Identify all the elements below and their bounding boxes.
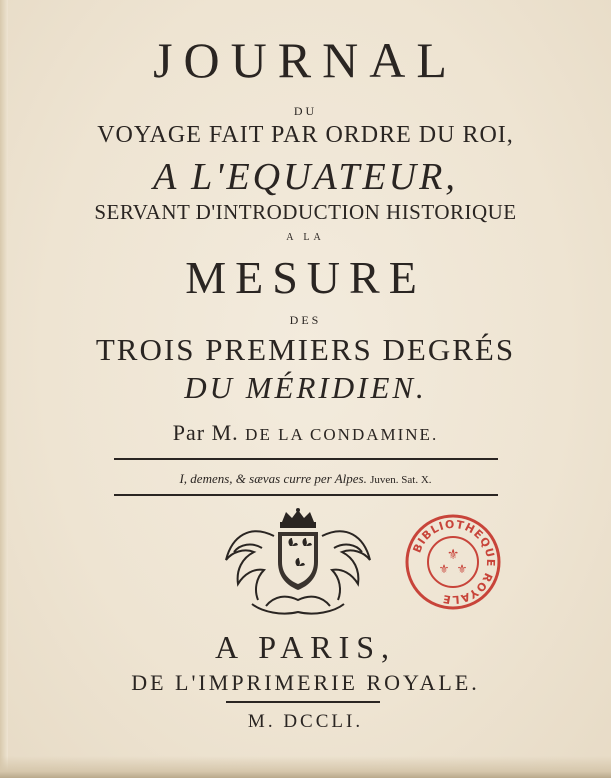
page-edge-bottom bbox=[0, 756, 611, 778]
author-par: Par M. bbox=[172, 420, 239, 445]
subtitle-voyage: VOYAGE FAIT PAR ORDRE DU ROI, bbox=[97, 122, 514, 148]
subtitle-equateur: A L'EQUATEUR, bbox=[153, 156, 458, 198]
svg-text:⚜: ⚜ bbox=[438, 562, 450, 576]
subtitle-a-la: A LA bbox=[286, 232, 325, 243]
book-title: JOURNAL bbox=[153, 32, 458, 88]
subtitle-meridien: DU MÉRIDIEN. bbox=[184, 370, 427, 405]
epigraph-reference: Juven. Sat. X. bbox=[370, 474, 432, 486]
royal-arms-vignette bbox=[222, 508, 374, 620]
epigraph-text: I, demens, & sævas curre per Alpes. bbox=[179, 471, 367, 486]
subtitle-des: DES bbox=[289, 313, 322, 327]
author-line bbox=[0, 420, 611, 448]
rule-bottom bbox=[114, 494, 498, 496]
library-stamp bbox=[404, 513, 502, 611]
svg-text:⚜: ⚜ bbox=[456, 562, 468, 576]
subtitle-trois: TROIS PREMIERS DEGRÉS bbox=[95, 332, 516, 367]
rule-top bbox=[114, 458, 498, 460]
imprint-date: M. DCCLI. bbox=[247, 711, 364, 732]
svg-text:⚜: ⚜ bbox=[446, 547, 460, 563]
imprint-printer: DE L'IMPRIMERIE ROYALE. bbox=[131, 670, 480, 695]
imprint-place: A PARIS, bbox=[214, 629, 397, 665]
subtitle-mesure: MESURE bbox=[185, 252, 426, 303]
stamp-text: BIBLIOTHEQUE ROYALE bbox=[410, 517, 498, 607]
subtitle-du: DU bbox=[293, 104, 318, 118]
epigraph bbox=[0, 471, 611, 488]
author-name: DE LA CONDAMINE. bbox=[245, 425, 439, 444]
subtitle-servant: SERVANT D'INTRODUCTION HISTORIQUE bbox=[94, 200, 517, 224]
rule-imprint bbox=[226, 701, 380, 703]
